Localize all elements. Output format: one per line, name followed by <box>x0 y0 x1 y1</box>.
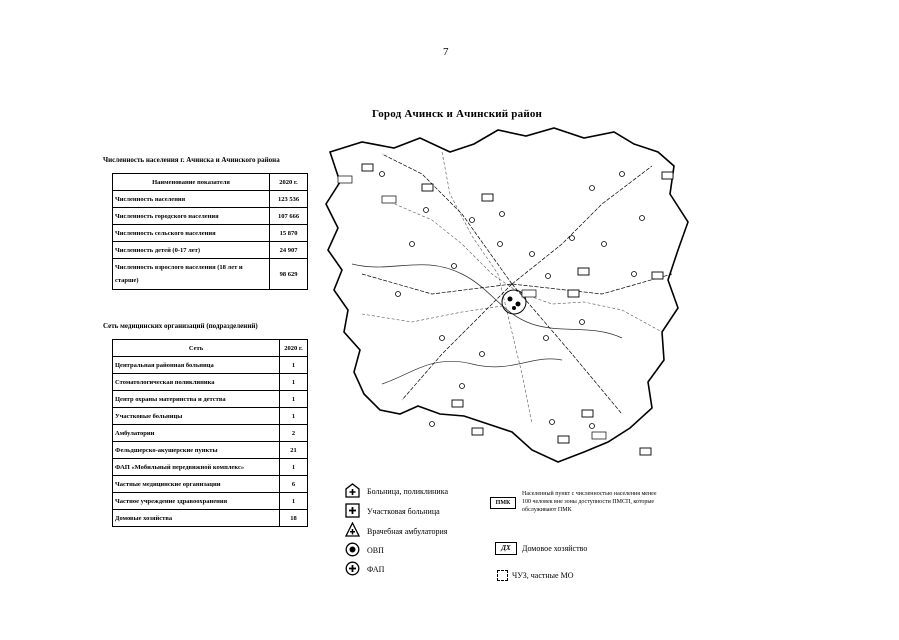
internal-boundary <box>362 306 502 322</box>
row-value: 1 <box>280 493 308 510</box>
road <box>402 284 512 400</box>
internal-boundary <box>390 202 662 332</box>
hospital-icon <box>345 483 360 498</box>
legend-fap-label: ФАП <box>367 565 385 574</box>
road <box>512 284 622 414</box>
row-value: 1 <box>280 374 308 391</box>
legend-pmk-note: Населенный пункт с численностью населения менее 100 человек вне зоны доступности ПМСП, которые обслуживают ПМК <box>522 491 657 513</box>
table-row <box>113 493 308 510</box>
row-label: Стоматологическая поликлиника <box>113 374 280 391</box>
household-legend-box: ДХ <box>495 542 517 555</box>
row-value: 123 536 <box>270 191 308 208</box>
table-row <box>113 191 308 208</box>
row-value: 1 <box>280 357 308 374</box>
row-value: 24 907 <box>270 242 308 259</box>
row-label: Численность населения <box>113 191 270 208</box>
fap-icon <box>345 561 360 576</box>
row-label: Амбулатории <box>113 425 280 442</box>
population-table <box>112 173 308 290</box>
row-label: Частное учреждение здравоохранения <box>113 493 280 510</box>
row-value: 1 <box>280 391 308 408</box>
river <box>382 359 562 384</box>
table-row <box>113 242 308 259</box>
row-value: 1 <box>280 408 308 425</box>
table-row <box>113 510 308 527</box>
row-label: Численность взрослого населения (18 лет и старше) <box>113 259 270 290</box>
row-label: Домовые хозяйства <box>113 510 280 527</box>
col-header-year: 2020 г. <box>280 340 308 357</box>
table-row <box>113 425 308 442</box>
table-row <box>113 442 308 459</box>
table-row <box>113 408 308 425</box>
legend-ambulatory-label: Врачебная амбулатория <box>367 527 448 536</box>
internal-boundary <box>442 152 532 424</box>
table-header-row <box>113 340 308 357</box>
pmk-markers <box>338 176 606 439</box>
table-row <box>113 259 308 290</box>
row-label: Численность детей (0-17 лет) <box>113 242 270 259</box>
private-clinic-icon <box>497 570 508 581</box>
road <box>382 154 512 284</box>
table-row <box>113 208 308 225</box>
col-header-year: 2020 г. <box>270 174 308 191</box>
table-row <box>113 391 308 408</box>
district-map <box>322 124 694 472</box>
table-row <box>113 225 308 242</box>
row-label: Участковые больницы <box>113 408 280 425</box>
row-value: 6 <box>280 476 308 493</box>
district-hospital-icon <box>345 503 360 518</box>
row-value: 2 <box>280 425 308 442</box>
network-table <box>112 339 308 527</box>
row-label: Частные медицинские организации <box>113 476 280 493</box>
row-value: 107 666 <box>270 208 308 225</box>
col-header-network: Сеть <box>113 340 280 357</box>
population-title: Численность населения г. Ачинска и Ачинского района <box>103 156 280 164</box>
row-label: Фельдшерско-акушерские пункты <box>113 442 280 459</box>
map-title: Город Ачинск и Ачинский район <box>372 108 543 120</box>
table-row <box>113 374 308 391</box>
household-markers <box>362 164 673 455</box>
pmk-legend-box: ПМК <box>490 497 516 509</box>
legend-ovp-label: ОВП <box>367 546 384 555</box>
table-row <box>113 357 308 374</box>
ovp-icon <box>345 542 360 557</box>
table-row <box>113 476 308 493</box>
row-value: 21 <box>280 442 308 459</box>
row-value: 18 <box>280 510 308 527</box>
table-header-row <box>113 174 308 191</box>
row-label: ФАП «Мобильный передвижной комплекс» <box>113 459 280 476</box>
network-title: Сеть медицинских организаций (подразделений) <box>103 322 258 330</box>
legend-household-label: Домовое хозяйство <box>522 544 588 553</box>
row-label: Численность сельского населения <box>113 225 270 242</box>
legend-private-label: ЧУЗ, частные МО <box>512 571 574 580</box>
road <box>512 166 652 284</box>
legend-hospital-label: Больница, поликлиника <box>367 487 449 496</box>
row-label: Центр охраны материнства и детства <box>113 391 280 408</box>
row-label: Центральная районная больница <box>113 357 280 374</box>
row-value: 98 629 <box>270 259 308 290</box>
row-label: Численность городского населения <box>113 208 270 225</box>
ambulatory-icon <box>345 522 360 537</box>
legend-district-hospital-label: Участковая больница <box>367 507 440 516</box>
row-value: 15 870 <box>270 225 308 242</box>
table-row <box>113 459 308 476</box>
row-value: 1 <box>280 459 308 476</box>
page-number: 7 <box>443 46 449 58</box>
col-header-indicator: Наименование показателя <box>113 174 270 191</box>
district-boundary <box>326 128 688 462</box>
